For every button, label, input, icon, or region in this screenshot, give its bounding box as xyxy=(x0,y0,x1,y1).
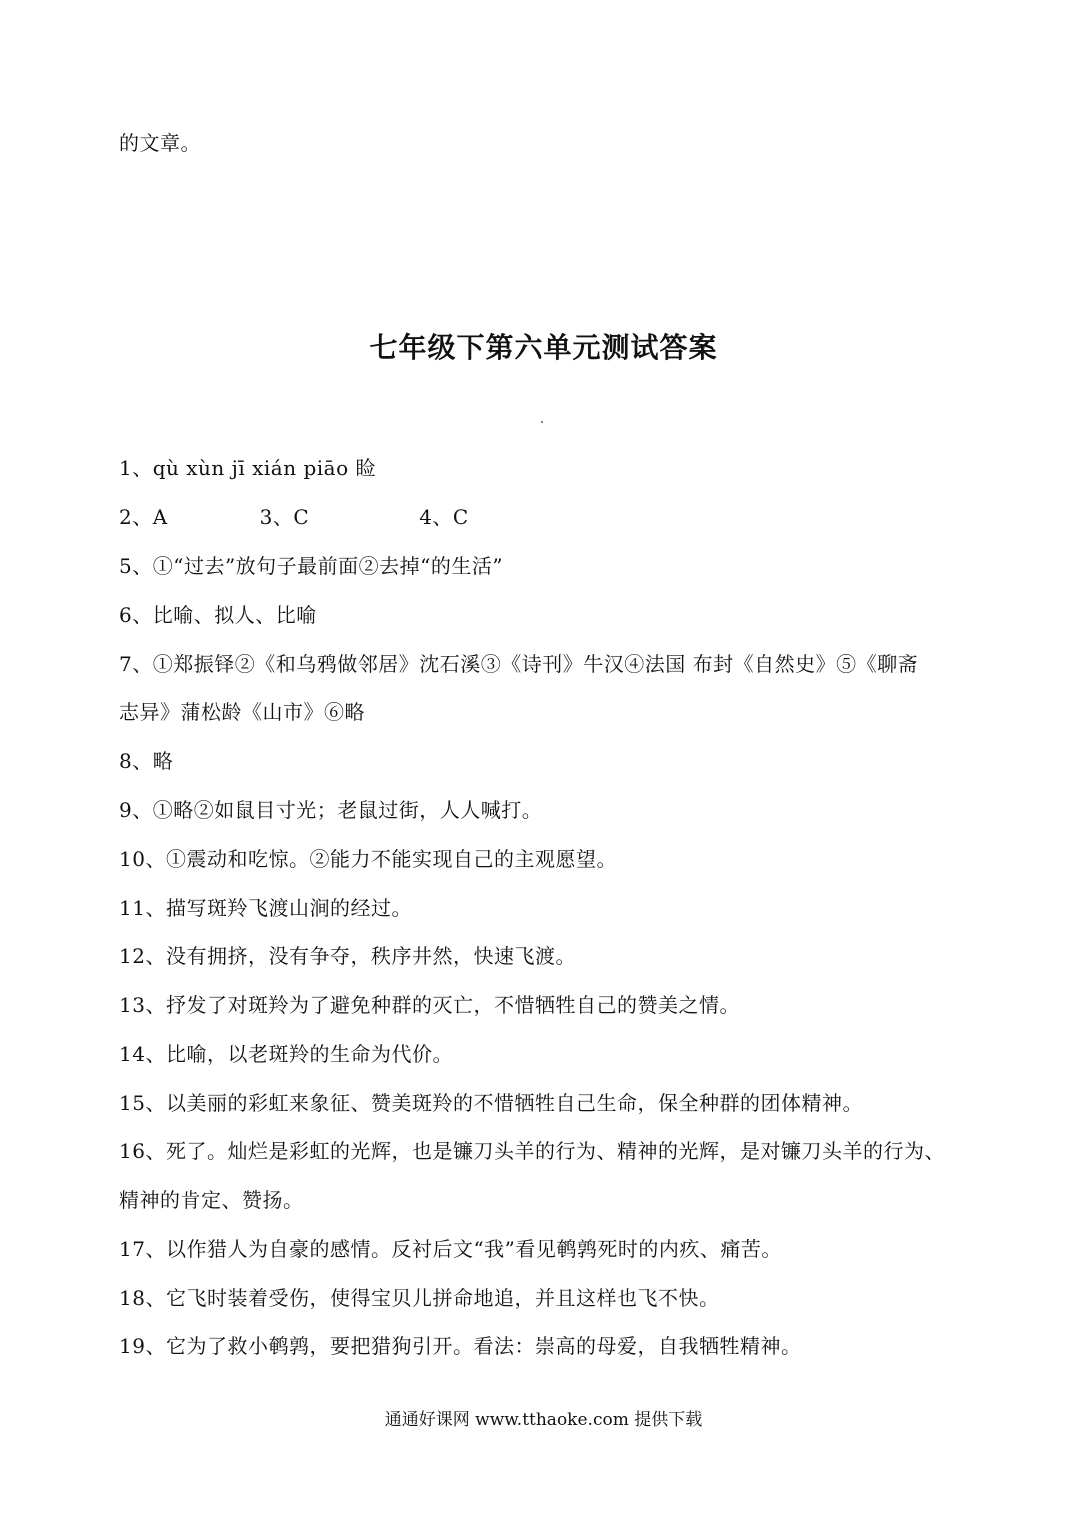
answer-14: 14、比喻，以老斑羚的生命为代价。 xyxy=(119,1042,453,1066)
page-title: 七年级下第六单元测试答案 xyxy=(369,331,718,364)
answer-2: 2、A xyxy=(119,505,168,529)
answer-17: 17、以作猎人为自豪的感情。反衬后文“我”看见鹌鹑死时的内疚、痛苦。 xyxy=(119,1237,782,1261)
answer-9: 9、①略②如鼠目寸光；老鼠过街，人人喊打。 xyxy=(119,798,543,822)
answer-16-line-2: 精神的肯定、赞扬。 xyxy=(119,1188,304,1212)
answer-row-2-4 xyxy=(119,504,469,530)
answer-3: 3、C xyxy=(259,505,310,529)
page-footer: 通通好课网 www.tthaoke.com 提供下载 xyxy=(384,1410,703,1430)
answer-7-line-1: 7、①郑振铎②《和乌鸦做邻居》沈石溪③《诗刊》牛汉④法国 布封《自然史》⑤《聊斋 xyxy=(119,652,919,676)
answer-7-line-2: 志异》蒲松龄《山市》⑥略 xyxy=(119,700,365,724)
answer-16-line-1: 16、死了。灿烂是彩虹的光辉，也是镰刀头羊的行为、精神的光辉，是对镰刀头羊的行为、 xyxy=(119,1139,945,1163)
answer-19: 19、它为了救小鹌鹑，要把猎狗引开。看法：崇高的母爱，自我牺牲精神。 xyxy=(119,1334,802,1358)
answer-8: 8、略 xyxy=(119,749,174,773)
answer-10: 10、①震动和吃惊。②能力不能实现自己的主观愿望。 xyxy=(119,847,617,871)
answer-13: 13、抒发了对斑羚为了避免种群的灭亡，不惜牺牲自己的赞美之情。 xyxy=(119,993,740,1017)
answer-12: 12、没有拥挤，没有争夺，秩序井然，快速飞渡。 xyxy=(119,944,576,968)
answer-1: 1、qù xùn jī xián piāo 睑 xyxy=(119,456,376,480)
header-fragment: 的文章。 xyxy=(119,131,201,155)
answer-11: 11、描写斑羚飞渡山涧的经过。 xyxy=(119,896,412,920)
answer-15: 15、以美丽的彩虹来象征、赞美斑羚的不惜牺牲自己生命，保全种群的团体精神。 xyxy=(119,1091,863,1115)
answer-4: 4、C xyxy=(419,505,469,529)
answer-5: 5、①“过去”放句子最前面②去掉“的生活” xyxy=(119,554,504,578)
answer-18: 18、它飞时装着受伤，使得宝贝儿拼命地追，并且这样也飞不快。 xyxy=(119,1286,720,1310)
answer-6: 6、比喻、拟人、比喻 xyxy=(119,603,317,627)
stray-dot xyxy=(541,421,543,423)
